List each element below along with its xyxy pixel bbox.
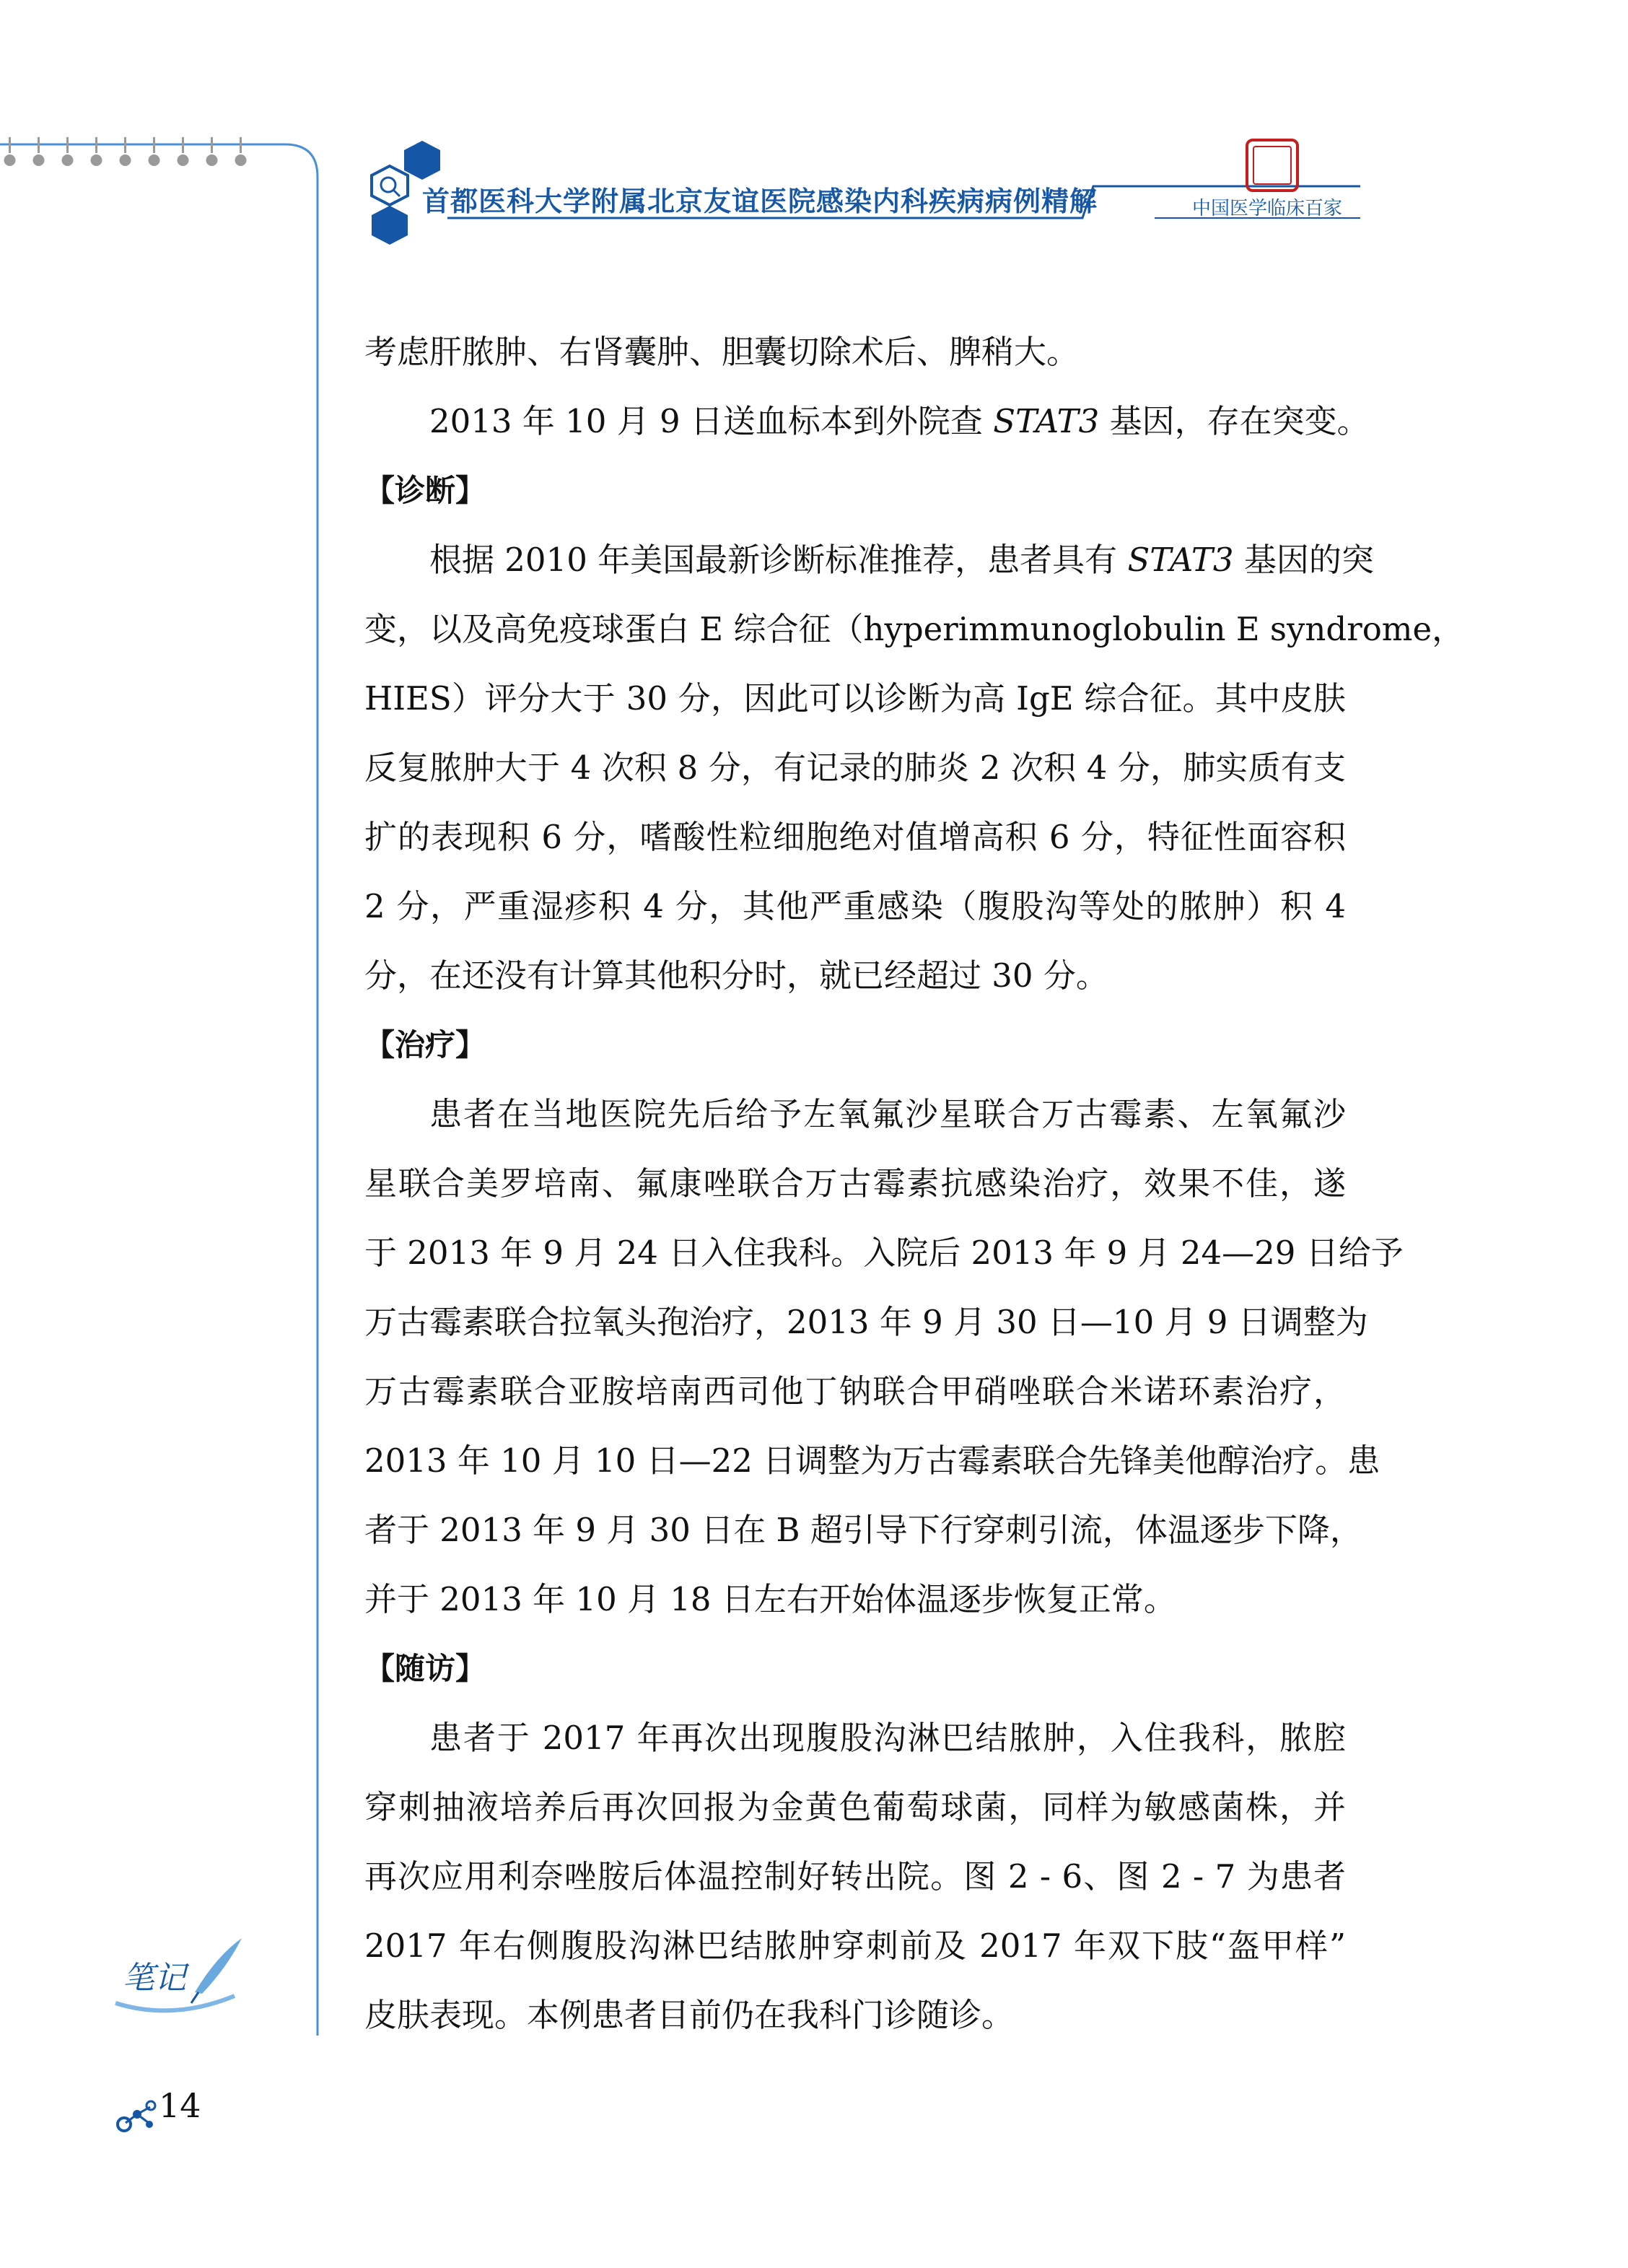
section-heading-followup: 【随访】	[364, 1651, 486, 1686]
text-line: 穿刺抽液培养后再次回报为金黄色葡萄球菌，同样为敏感菌株，并	[364, 1788, 1346, 1826]
section-heading-diagnosis: 【诊断】	[364, 473, 486, 508]
text-line: 变，以及高免疫球蛋白 E 综合征（hyperimmunoglobulin E syndrome，	[364, 610, 1465, 648]
text-line: 考虑肝脓肿、右肾囊肿、胆囊切除术后、脾稍大。	[364, 333, 1080, 371]
binder-rings-icon	[0, 137, 274, 173]
seal-stamp-icon	[1246, 139, 1299, 192]
text-line: 于 2013 年 9 月 24 日入住我科。入院后 2013 年 9 月 24—29 日给予	[364, 1234, 1404, 1272]
text-line: 2013 年 10 月 10 日—22 日调整为万古霉素联合先锋美他醇治疗。患	[364, 1442, 1380, 1480]
header-book-title: 首都医科大学附属北京友谊医院感染内科疾病病例精解	[422, 186, 1098, 217]
header-series-name: 中国医学临床百家	[1192, 198, 1343, 219]
text-line: 万古霉素联合亚胺培南西司他丁钠联合甲硝唑联合米诺环素治疗，	[364, 1372, 1346, 1410]
text-line: 患者在当地医院先后给予左氧氟沙星联合万古霉素、左氧氟沙	[429, 1095, 1346, 1133]
text-line: 万古霉素联合拉氧头孢治疗，2013 年 9 月 30 日—10 月 9 日调整为	[364, 1303, 1368, 1341]
page-number: 14	[159, 2086, 201, 2125]
text-line: 星联合美罗培南、氟康唑联合万古霉素抗感染治疗，效果不佳，遂	[364, 1164, 1346, 1203]
text-line: 2017 年右侧腹股沟淋巴结脓肿穿刺前及 2017 年双下肢“盔甲样”	[364, 1927, 1346, 1965]
text-line: HIES）评分大于 30 分，因此可以诊断为高 IgE 综合征。其中皮肤	[364, 679, 1346, 718]
section-heading-treatment: 【治疗】	[364, 1027, 486, 1063]
text-line: 患者于 2017 年再次出现腹股沟淋巴结脓肿，入住我科，脓腔	[429, 1719, 1346, 1757]
text-line: 并于 2013 年 10 月 18 日左右开始体温逐步恢复正常。	[364, 1580, 1176, 1618]
text-line: 再次应用利奈唑胺后体温控制好转出院。图 2 - 6、图 2 - 7 为患者	[364, 1857, 1346, 1896]
text-line: 皮肤表现。本例患者目前仍在我科门诊随诊。	[364, 1996, 1015, 2034]
text-line: 反复脓肿大于 4 次积 8 分，有记录的肺炎 2 次积 4 分，肺实质有支	[364, 749, 1346, 787]
text-line: 2 分，严重湿疹积 4 分，其他严重感染（腹股沟等处的脓肿）积 4	[364, 887, 1346, 925]
text-line-diagnosis-first: 根据 2010 年美国最新诊断标准推荐，患者具有 STAT3 基因的突	[429, 541, 1374, 579]
text-line-gene: 2013 年 10 月 9 日送血标本到外院查 STAT3 基因，存在突变。	[429, 402, 1370, 440]
molecule-icon	[115, 2097, 159, 2133]
page-body	[364, 318, 1465, 2050]
notebook-margin-line	[0, 0, 339, 2050]
notes-pen-icon	[108, 1935, 245, 2028]
notes-label: 笔记	[123, 1960, 186, 1997]
text-line: 分，在还没有计算其他积分时，就已经超过 30 分。	[364, 956, 1108, 995]
text-line: 者于 2013 年 9 月 30 日在 B 超引导下行穿刺引流，体温逐步下降，	[364, 1511, 1362, 1549]
text-line: 扩的表现积 6 分，嗜酸性粒细胞绝对值增高积 6 分，特征性面容积	[364, 818, 1346, 856]
